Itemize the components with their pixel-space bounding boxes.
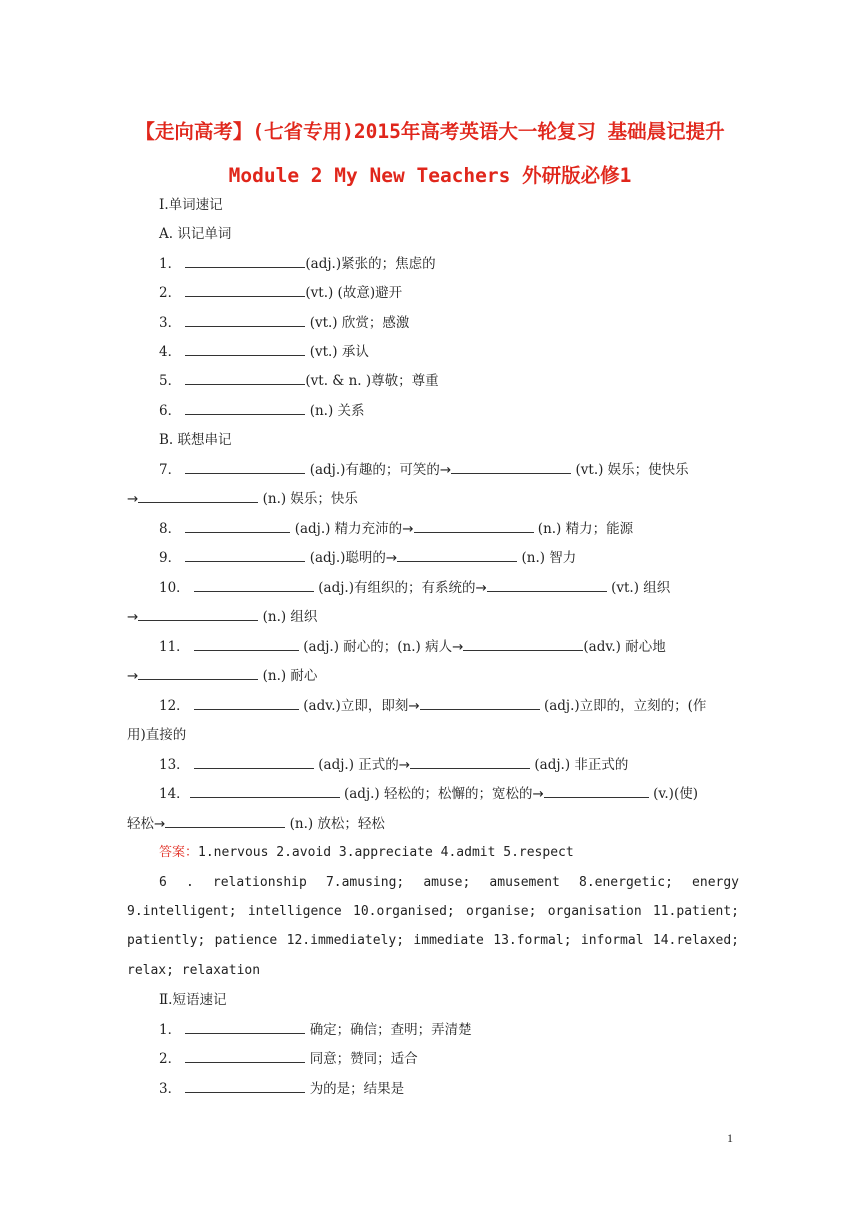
item-hint: (n.) 智力 [521, 550, 577, 566]
item-hint: (n.) 放松；轻松 [289, 816, 385, 832]
answer-text: 1.nervous 2.avoid 3.appreciate 4.admit 5.respect [198, 845, 574, 860]
answer-blank[interactable] [185, 1080, 305, 1093]
item-number: 4． [159, 344, 182, 360]
answer-blank[interactable] [185, 314, 305, 327]
item-hint: 同意；赞同；适合 [309, 1051, 418, 1067]
item-number: 1． [159, 1022, 182, 1038]
answer-blank[interactable] [397, 549, 517, 562]
answer-blank[interactable] [185, 343, 305, 356]
item-number: 3． [159, 1081, 182, 1097]
vocab-item-8 [127, 519, 739, 539]
arrow-icon: → [439, 462, 452, 478]
answer-blank[interactable] [138, 608, 258, 621]
item-hint: (vt.) 娱乐；使快乐 [575, 462, 689, 478]
item-hint: (vt.) (故意)避开 [305, 285, 403, 301]
item-hint: (adj.) 正式的 [318, 757, 399, 773]
vocab-item-11 [127, 637, 739, 657]
item-hint: (adj.) 轻松的；松懈的；宽松的 [343, 786, 533, 802]
part-b-heading: B. 联想串记 [159, 432, 232, 448]
answer-blank[interactable] [487, 579, 607, 592]
item-hint: (vt. & n. )尊敬；尊重 [305, 373, 439, 389]
item-number: 7． [159, 462, 182, 478]
answers-line-3: 9.intelligent; intelligence 10.organised; organise; organisation 11.patient; [127, 904, 739, 919]
answer-blank[interactable] [194, 638, 299, 651]
answer-blank[interactable] [138, 667, 258, 680]
item-number: 9． [159, 550, 182, 566]
vocab-item-11-cont [127, 666, 739, 686]
answer-blank[interactable] [194, 756, 314, 769]
answer-blank[interactable] [414, 520, 534, 533]
answers-line-1 [127, 843, 739, 863]
item-number: 6． [159, 403, 182, 419]
item-hint: (n.) 关系 [309, 403, 365, 419]
item-hint: (v.)(使) [653, 786, 698, 802]
item-hint: (vt.) 欣赏；感激 [309, 315, 410, 331]
item-hint: (adj.) 精力充沛的 [294, 521, 403, 537]
item-hint: (n.) 娱乐；快乐 [262, 491, 358, 507]
answer-blank[interactable] [185, 1021, 305, 1034]
vocab-item-1 [127, 254, 739, 274]
arrow-icon: → [408, 698, 420, 714]
item-hint: (adj.)聪明的 [309, 550, 386, 566]
answer-blank[interactable] [451, 461, 571, 474]
part-a-heading: A. 识记单词 [159, 226, 232, 242]
vocab-item-14 [127, 784, 739, 804]
item-hint: (n.) 精力；能源 [537, 521, 634, 537]
answer-blank[interactable] [190, 785, 340, 798]
item-hint: (adj.)立即的，立刻的；(作 [543, 698, 707, 714]
item-hint: (adv.)立即，即刻 [303, 698, 409, 714]
item-hint: (adj.) 非正式的 [534, 757, 629, 773]
item-hint: 轻松 [127, 816, 154, 832]
item-number: 5． [159, 373, 182, 389]
answer-blank[interactable] [185, 461, 305, 474]
item-hint: 确定；确信；查明；弄清楚 [309, 1022, 472, 1038]
phrase-item-1 [127, 1020, 739, 1040]
item-hint: (adj.)紧张的；焦虑的 [305, 256, 436, 272]
vocab-item-12-cont: 用)直接的 [127, 727, 187, 743]
answer-blank[interactable] [185, 255, 305, 268]
vocab-item-7-cont [127, 489, 739, 509]
phrase-item-2 [127, 1049, 739, 1069]
item-number: 8． [159, 521, 182, 537]
document-title-line2: Module 2 My New Teachers 外研版必修1 [228, 164, 632, 187]
answer-blank[interactable] [185, 284, 305, 297]
item-hint: (n.) 组织 [262, 609, 318, 625]
answer-blank[interactable] [185, 372, 305, 385]
arrow-icon: → [452, 639, 464, 655]
item-number: 14． [159, 786, 190, 802]
arrow-icon: → [127, 668, 139, 684]
item-hint: (adj.)有趣的；可笑的 [309, 462, 440, 478]
page-number: 1 [727, 1131, 733, 1145]
item-hint: (adv.) 耐心地 [583, 639, 666, 655]
answer-blank[interactable] [194, 697, 299, 710]
vocab-item-6 [127, 401, 739, 421]
answer-blank[interactable] [420, 697, 540, 710]
item-number: 13． [159, 757, 190, 773]
arrow-icon: → [532, 786, 544, 802]
item-number: 1． [159, 256, 182, 272]
section1-heading: Ⅰ.单词速记 [159, 197, 223, 213]
item-hint: (adj.) 耐心的；(n.) 病人 [303, 639, 453, 655]
vocab-item-4 [127, 342, 739, 362]
arrow-icon: → [127, 609, 139, 625]
answers-line-5: relax; relaxation [127, 963, 261, 978]
arrow-icon: → [385, 550, 398, 566]
vocab-item-10 [127, 578, 739, 598]
vocab-item-5 [127, 371, 739, 391]
item-number: 11． [159, 639, 190, 655]
vocab-item-7 [127, 460, 739, 480]
answer-blank[interactable] [463, 638, 583, 651]
section2-heading: Ⅱ.短语速记 [159, 992, 227, 1008]
answer-blank[interactable] [544, 785, 649, 798]
vocab-item-10-cont [127, 607, 739, 627]
item-number: 2． [159, 285, 182, 301]
arrow-icon: → [402, 521, 414, 537]
item-number: 12． [159, 698, 190, 714]
item-hint: 为的是；结果是 [309, 1081, 405, 1097]
answers-line-2: 6 . relationship 7.amusing; amuse; amusement 8.energetic; energy [159, 875, 739, 890]
answer-label: 答案： [159, 845, 199, 860]
answer-blank[interactable] [138, 490, 258, 503]
item-number: 2． [159, 1051, 182, 1067]
document-title-line1: 【走向高考】(七省专用)2015年高考英语大一轮复习 基础晨记提升 [135, 120, 725, 143]
answer-blank[interactable] [185, 520, 290, 533]
answer-blank[interactable] [185, 1050, 305, 1063]
answer-blank[interactable] [194, 579, 314, 592]
item-hint: (adj.)有组织的；有系统的 [318, 580, 476, 596]
answer-blank[interactable] [185, 549, 305, 562]
vocab-item-3 [127, 313, 739, 333]
item-hint: (vt.) 承认 [309, 344, 369, 360]
answer-blank[interactable] [185, 402, 305, 415]
vocab-item-13 [127, 755, 739, 775]
vocab-item-2 [127, 283, 739, 303]
answer-blank[interactable] [165, 815, 285, 828]
answers-line-4: patiently; patience 12.immediately; immediate 13.formal; informal 14.relaxed; [127, 933, 739, 948]
vocab-item-12 [127, 696, 739, 716]
arrow-icon: → [398, 757, 411, 773]
item-number: 10． [159, 580, 190, 596]
arrow-icon: → [127, 491, 139, 507]
vocab-item-9 [127, 548, 739, 568]
vocab-item-14-cont [127, 814, 739, 834]
item-hint: (vt.) 组织 [611, 580, 671, 596]
item-number: 3． [159, 315, 182, 331]
answer-blank[interactable] [410, 756, 530, 769]
phrase-item-3 [127, 1079, 739, 1099]
arrow-icon: → [475, 580, 487, 596]
item-hint: (n.) 耐心 [262, 668, 318, 684]
arrow-icon: → [154, 816, 166, 832]
